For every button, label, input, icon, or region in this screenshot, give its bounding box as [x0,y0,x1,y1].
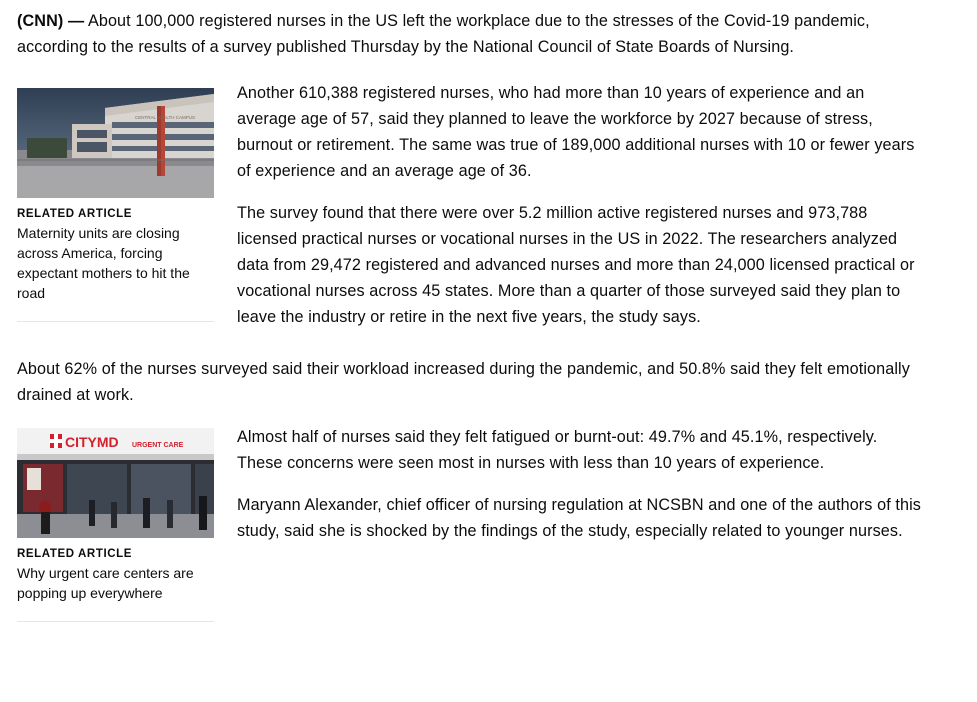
article-body [17,8,921,634]
divider [17,321,214,322]
paragraph: Almost half of nurses said they felt fatigued or burnt-out: 49.7% and 45.1%, respectively. These concerns were seen most in nurses with less than 10 years of experience. [237,428,878,472]
related-article-kicker: RELATED ARTICLE [17,548,133,560]
related-article-headline[interactable]: Why urgent care centers are popping up everywhere [17,565,194,601]
related-article-thumbnail[interactable] [17,88,214,198]
main-column [237,80,927,330]
related-article-card[interactable] [17,88,214,322]
thumbnail-sign-sub: URGENT CARE [132,442,184,449]
paragraph-intro [17,8,917,60]
thumbnail-sign-brand: CITYMD [65,434,119,450]
paragraph: Another 610,388 registered nurses, who had more than 10 years of experience and an average age of 57, said they planned to leave the workforce by 2027 because of stress, burnout or retirement. The same was true of 189,000 additional nurses with 10 or fewer years of experience and an average age of 36. [237,84,915,180]
paragraph: About 62% of the nurses surveyed said their workload increased during the pandemic, and 50.8% said they felt emotionally drained at work. [17,360,910,404]
divider [17,621,214,622]
related-article-kicker: RELATED ARTICLE [17,208,133,220]
dateline: (CNN) — [17,12,85,30]
main-column [237,424,927,544]
related-article-thumbnail[interactable] [17,428,214,538]
section-row-1 [17,80,917,356]
paragraph: Maryann Alexander, chief officer of nursing regulation at NCSBN and one of the authors of this study, said she is shocked by the findings of the study, especially related to younger nurses. [237,496,921,540]
thumbnail-sign-text: CENTRAL HEALTH CAMPUS [135,115,196,120]
paragraph: The survey found that there were over 5.2 million active registered nurses and 973,788 licensed practical nurses or vocational nurses in the US in 2022. The researchers analyzed data from 29,472 registered and advanced nurses and more than 24,000 licensed practical or vocational nurses across 45 states. More than a quarter of those surveyed said they plan to leave the industry or retire in the next five years, the study says. [237,204,915,326]
intro-text: About 100,000 registered nurses in the US left the workplace due to the stresses of the Covid-19 pandemic, according to the results of a survey published Thursday by the National Council of State Boards of Nursing. [17,12,870,56]
related-article-card[interactable] [17,428,214,622]
section-row-2 [17,424,921,634]
related-article-headline[interactable]: Maternity units are closing across America, forcing expectant mothers to hit the road [17,225,190,301]
